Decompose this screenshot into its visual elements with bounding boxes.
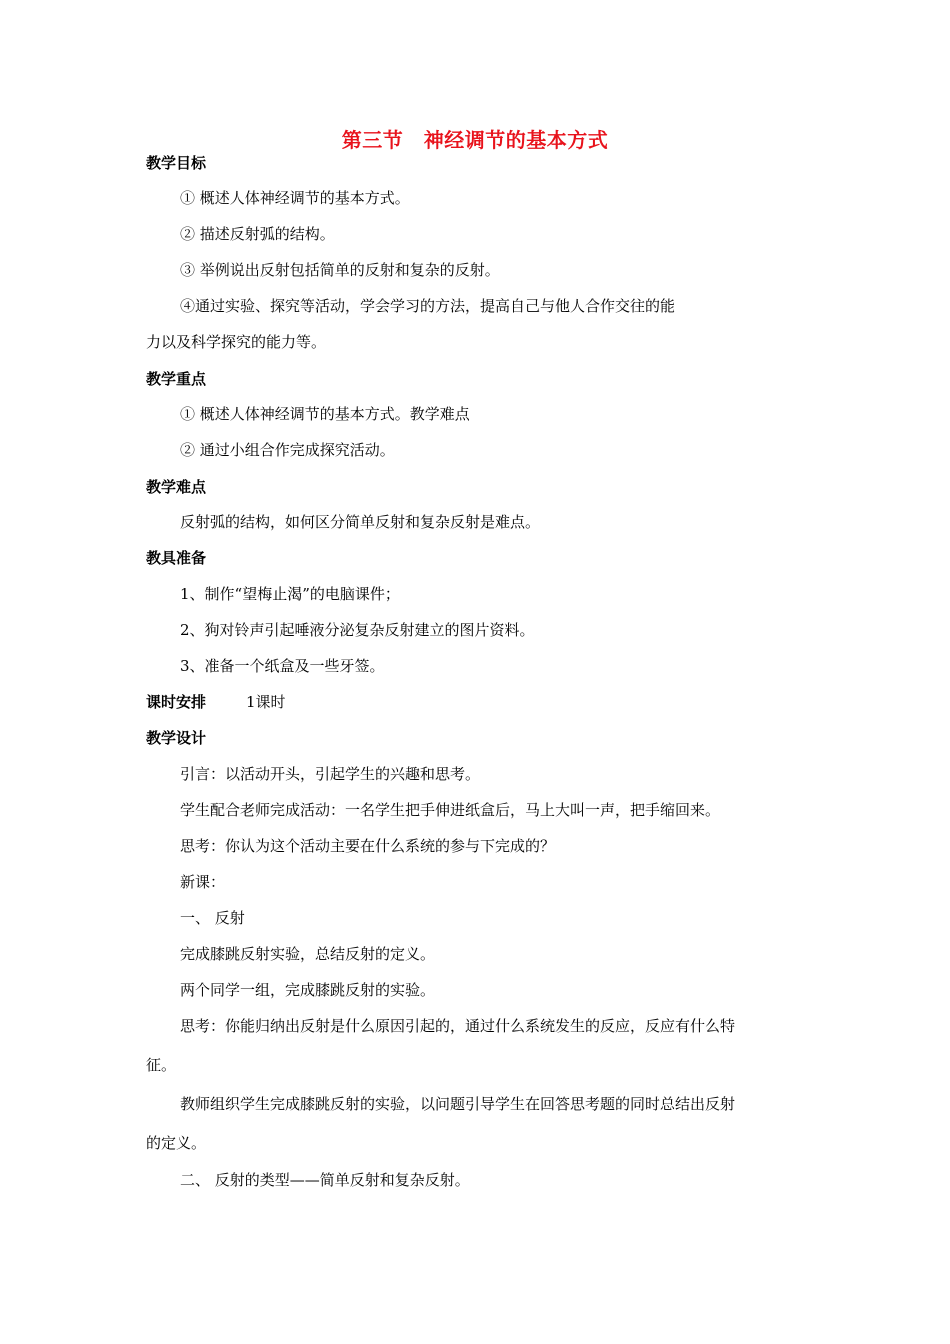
objective-item: ③ 举例说出反射包括简单的反射和复杂的反射。: [180, 261, 500, 279]
key-point-item: ① 概述人体神经调节的基本方式。教学难点: [180, 405, 470, 423]
materials-item: 3、准备一个纸盒及一些牙签。: [180, 657, 385, 675]
design-line: 两个同学一组，完成膝跳反射的实验。: [180, 981, 436, 999]
design-line: 思考：你能归纳出反射是什么原因引起的，通过什么系统发生的反应，反应有什么特: [180, 1017, 736, 1035]
page-title: 第三节 神经调节的基本方式: [341, 128, 609, 152]
design-line: 教师组织学生完成膝跳反射的实验，以问题引导学生在回答思考题的同时总结出反射: [180, 1095, 736, 1113]
design-line: 完成膝跳反射实验，总结反射的定义。: [180, 945, 436, 963]
design-subheading: 二、 反射的类型——简单反射和复杂反射。: [180, 1171, 470, 1189]
section-heading-schedule: 课时安排: [146, 693, 207, 711]
objective-item: ④通过实验、探究等活动，学会学习的方法，提高自己与他人合作交往的能: [180, 297, 676, 315]
design-subheading: 一、 反射: [180, 909, 245, 927]
key-point-item: ② 通过小组合作完成探究活动。: [180, 441, 395, 459]
design-line: 新课：: [180, 873, 226, 891]
design-line-continued: 征。: [146, 1056, 177, 1074]
section-heading-design: 教学设计: [146, 729, 207, 747]
schedule-row: [146, 692, 286, 712]
design-line-continued: 的定义。: [146, 1134, 207, 1152]
section-heading-key-points: 教学重点: [146, 370, 207, 388]
schedule-value: 1课时: [246, 693, 286, 711]
materials-item: 1、制作“望梅止渴”的电脑课件；: [180, 585, 400, 603]
objective-item: ① 概述人体神经调节的基本方式。: [180, 189, 410, 207]
section-heading-materials: 教具准备: [146, 549, 207, 567]
design-line: 思考：你认为这个活动主要在什么系统的参与下完成的？: [180, 837, 556, 855]
section-heading-objectives: 教学目标: [146, 154, 207, 172]
section-heading-difficulties: 教学难点: [146, 478, 207, 496]
objective-item-continued: 力以及科学探究的能力等。: [146, 333, 327, 351]
design-line: 学生配合老师完成活动：一名学生把手伸进纸盒后，马上大叫一声，把手缩回来。: [180, 801, 721, 819]
difficulties-text: 反射弧的结构，如何区分简单反射和复杂反射是难点。: [180, 513, 541, 531]
objective-item: ② 描述反射弧的结构。: [180, 225, 335, 243]
materials-item: 2、狗对铃声引起唾液分泌复杂反射建立的图片资料。: [180, 621, 535, 639]
design-line: 引言：以活动开头，引起学生的兴趣和思考。: [180, 765, 481, 783]
